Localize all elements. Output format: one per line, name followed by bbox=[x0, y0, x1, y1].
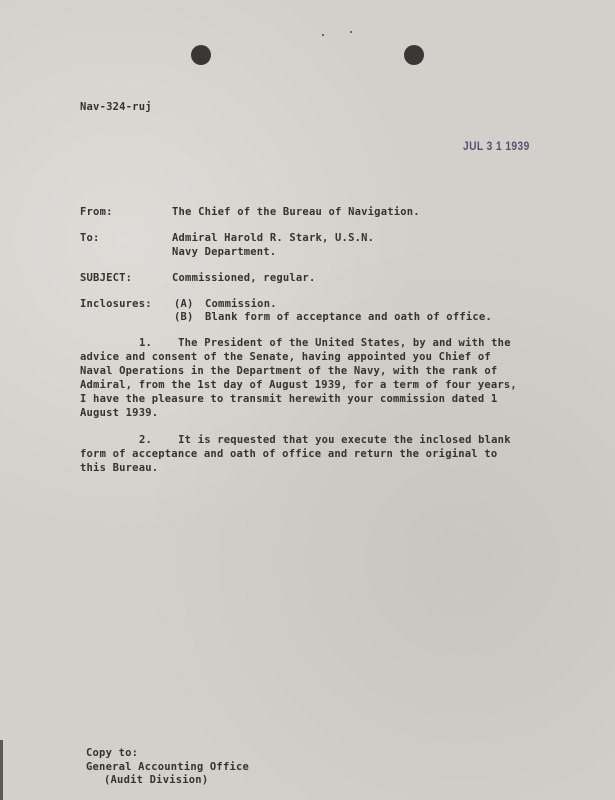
paragraph-1-line: Naval Operations in the Department of the Navy, with the rank of bbox=[80, 365, 498, 377]
to-label: To: bbox=[80, 232, 100, 244]
copy-division: (Audit Division) bbox=[104, 774, 209, 786]
copy-recipient: General Accounting Office bbox=[86, 761, 250, 773]
paragraph-1-line: I have the pleasure to transmit herewith your commission dated 1 bbox=[80, 393, 498, 405]
to-value-line-2: Navy Department. bbox=[172, 246, 277, 258]
paragraph-1-line: August 1939. bbox=[80, 407, 159, 419]
paragraph-2-line: 2. It is requested that you execute the inclosed blank bbox=[139, 434, 511, 446]
punch-hole-left bbox=[191, 45, 211, 65]
inclosure-text: Blank form of acceptance and oath of office. bbox=[205, 311, 492, 323]
subject-value: Commissioned, regular. bbox=[172, 272, 316, 284]
from-value: The Chief of the Bureau of Navigation. bbox=[172, 206, 420, 218]
paragraph-1-line: advice and consent of the Senate, having appointed you Chief of bbox=[80, 351, 491, 363]
reference-code: Nav-324-ruj bbox=[80, 101, 152, 113]
page-edge-shadow bbox=[0, 740, 3, 800]
paragraph-2-line: form of acceptance and oath of office and return the original to bbox=[80, 448, 498, 460]
paper-speck bbox=[322, 34, 324, 36]
to-value-line-1: Admiral Harold R. Stark, U.S.N. bbox=[172, 232, 375, 244]
inclosure-marker: (A) bbox=[174, 298, 194, 310]
paragraph-2-line: this Bureau. bbox=[80, 462, 159, 474]
date-received-stamp: JUL 3 1 1939 bbox=[463, 139, 530, 153]
from-label: From: bbox=[80, 206, 113, 218]
inclosure-marker: (B) bbox=[174, 311, 194, 323]
paper-speck bbox=[350, 31, 352, 33]
paragraph-1-line: 1. The President of the United States, by and with the bbox=[139, 337, 511, 349]
inclosures-label: Inclosures: bbox=[80, 298, 152, 310]
inclosure-text: Commission. bbox=[205, 298, 277, 310]
punch-hole-right bbox=[404, 45, 424, 65]
subject-label: SUBJECT: bbox=[80, 272, 133, 284]
paragraph-1-line: Admiral, from the 1st day of August 1939, for a term of four years, bbox=[80, 379, 517, 391]
copy-to-label: Copy to: bbox=[86, 747, 139, 759]
